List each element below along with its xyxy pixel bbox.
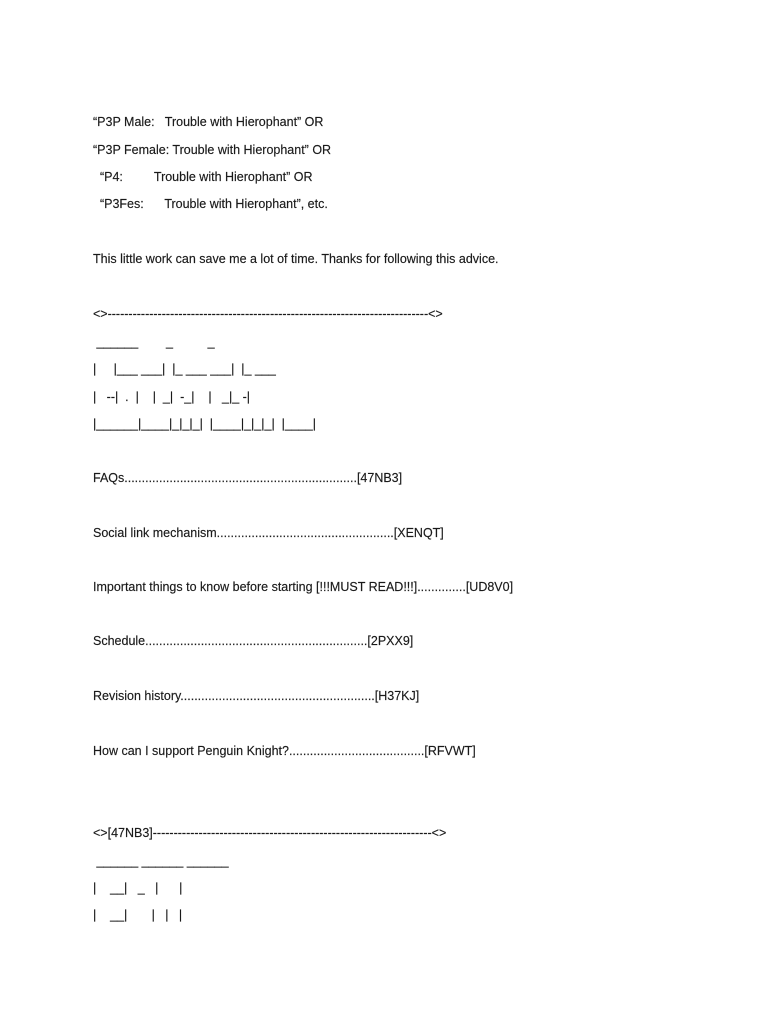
toc-item-social-link: Social link mechanism...................................................[XENQT]: [93, 526, 444, 540]
ascii-banner-2-line-1: ______ ______ ______: [93, 854, 229, 868]
intro-line-3: “P4: Trouble with Hierophant” OR: [93, 170, 313, 184]
intro-line-4: “P3Fes: Trouble with Hierophant”, etc.: [93, 197, 328, 211]
toc-item-schedule: Schedule................................................................[2PXX9]: [93, 634, 414, 648]
toc-item-faqs: FAQs...................................................................[47NB3]: [93, 471, 403, 485]
separator-top: <>-----------------------------------------------------------------------------<>: [93, 307, 443, 321]
ascii-banner-2-line-3: | __| | | |: [93, 908, 183, 922]
ascii-banner-line-2: | |___ ___| |_ ___ ___| |_ ___: [93, 362, 276, 376]
ascii-banner-line-4: |______|____|_|_|_| |____|_|_|_| |____|: [93, 417, 316, 431]
toc-item-revision: Revision history........................................................[H37KJ]: [93, 689, 420, 703]
ascii-banner-2-line-2: | __| _ | |: [93, 881, 183, 895]
intro-line-2: “P3P Female: Trouble with Hierophant” OR: [93, 143, 332, 157]
intro-line-1: “P3P Male: Trouble with Hierophant” OR: [93, 115, 324, 129]
toc-item-important: Important things to know before starting [!!!MUST READ!!!]..............[UD8V0]: [93, 580, 514, 594]
separator-faqs: <>[47NB3]-------------------------------------------------------------------<>: [93, 826, 447, 840]
advice-text: This little work can save me a lot of time. Thanks for following this advice.: [93, 252, 499, 266]
toc-item-support: How can I support Penguin Knight?.......................................[RFVWT]: [93, 744, 476, 758]
ascii-banner-line-1: ______ _ _: [93, 335, 215, 349]
ascii-banner-line-3: | --| . | | _| -_| | _|_ -|: [93, 390, 251, 404]
